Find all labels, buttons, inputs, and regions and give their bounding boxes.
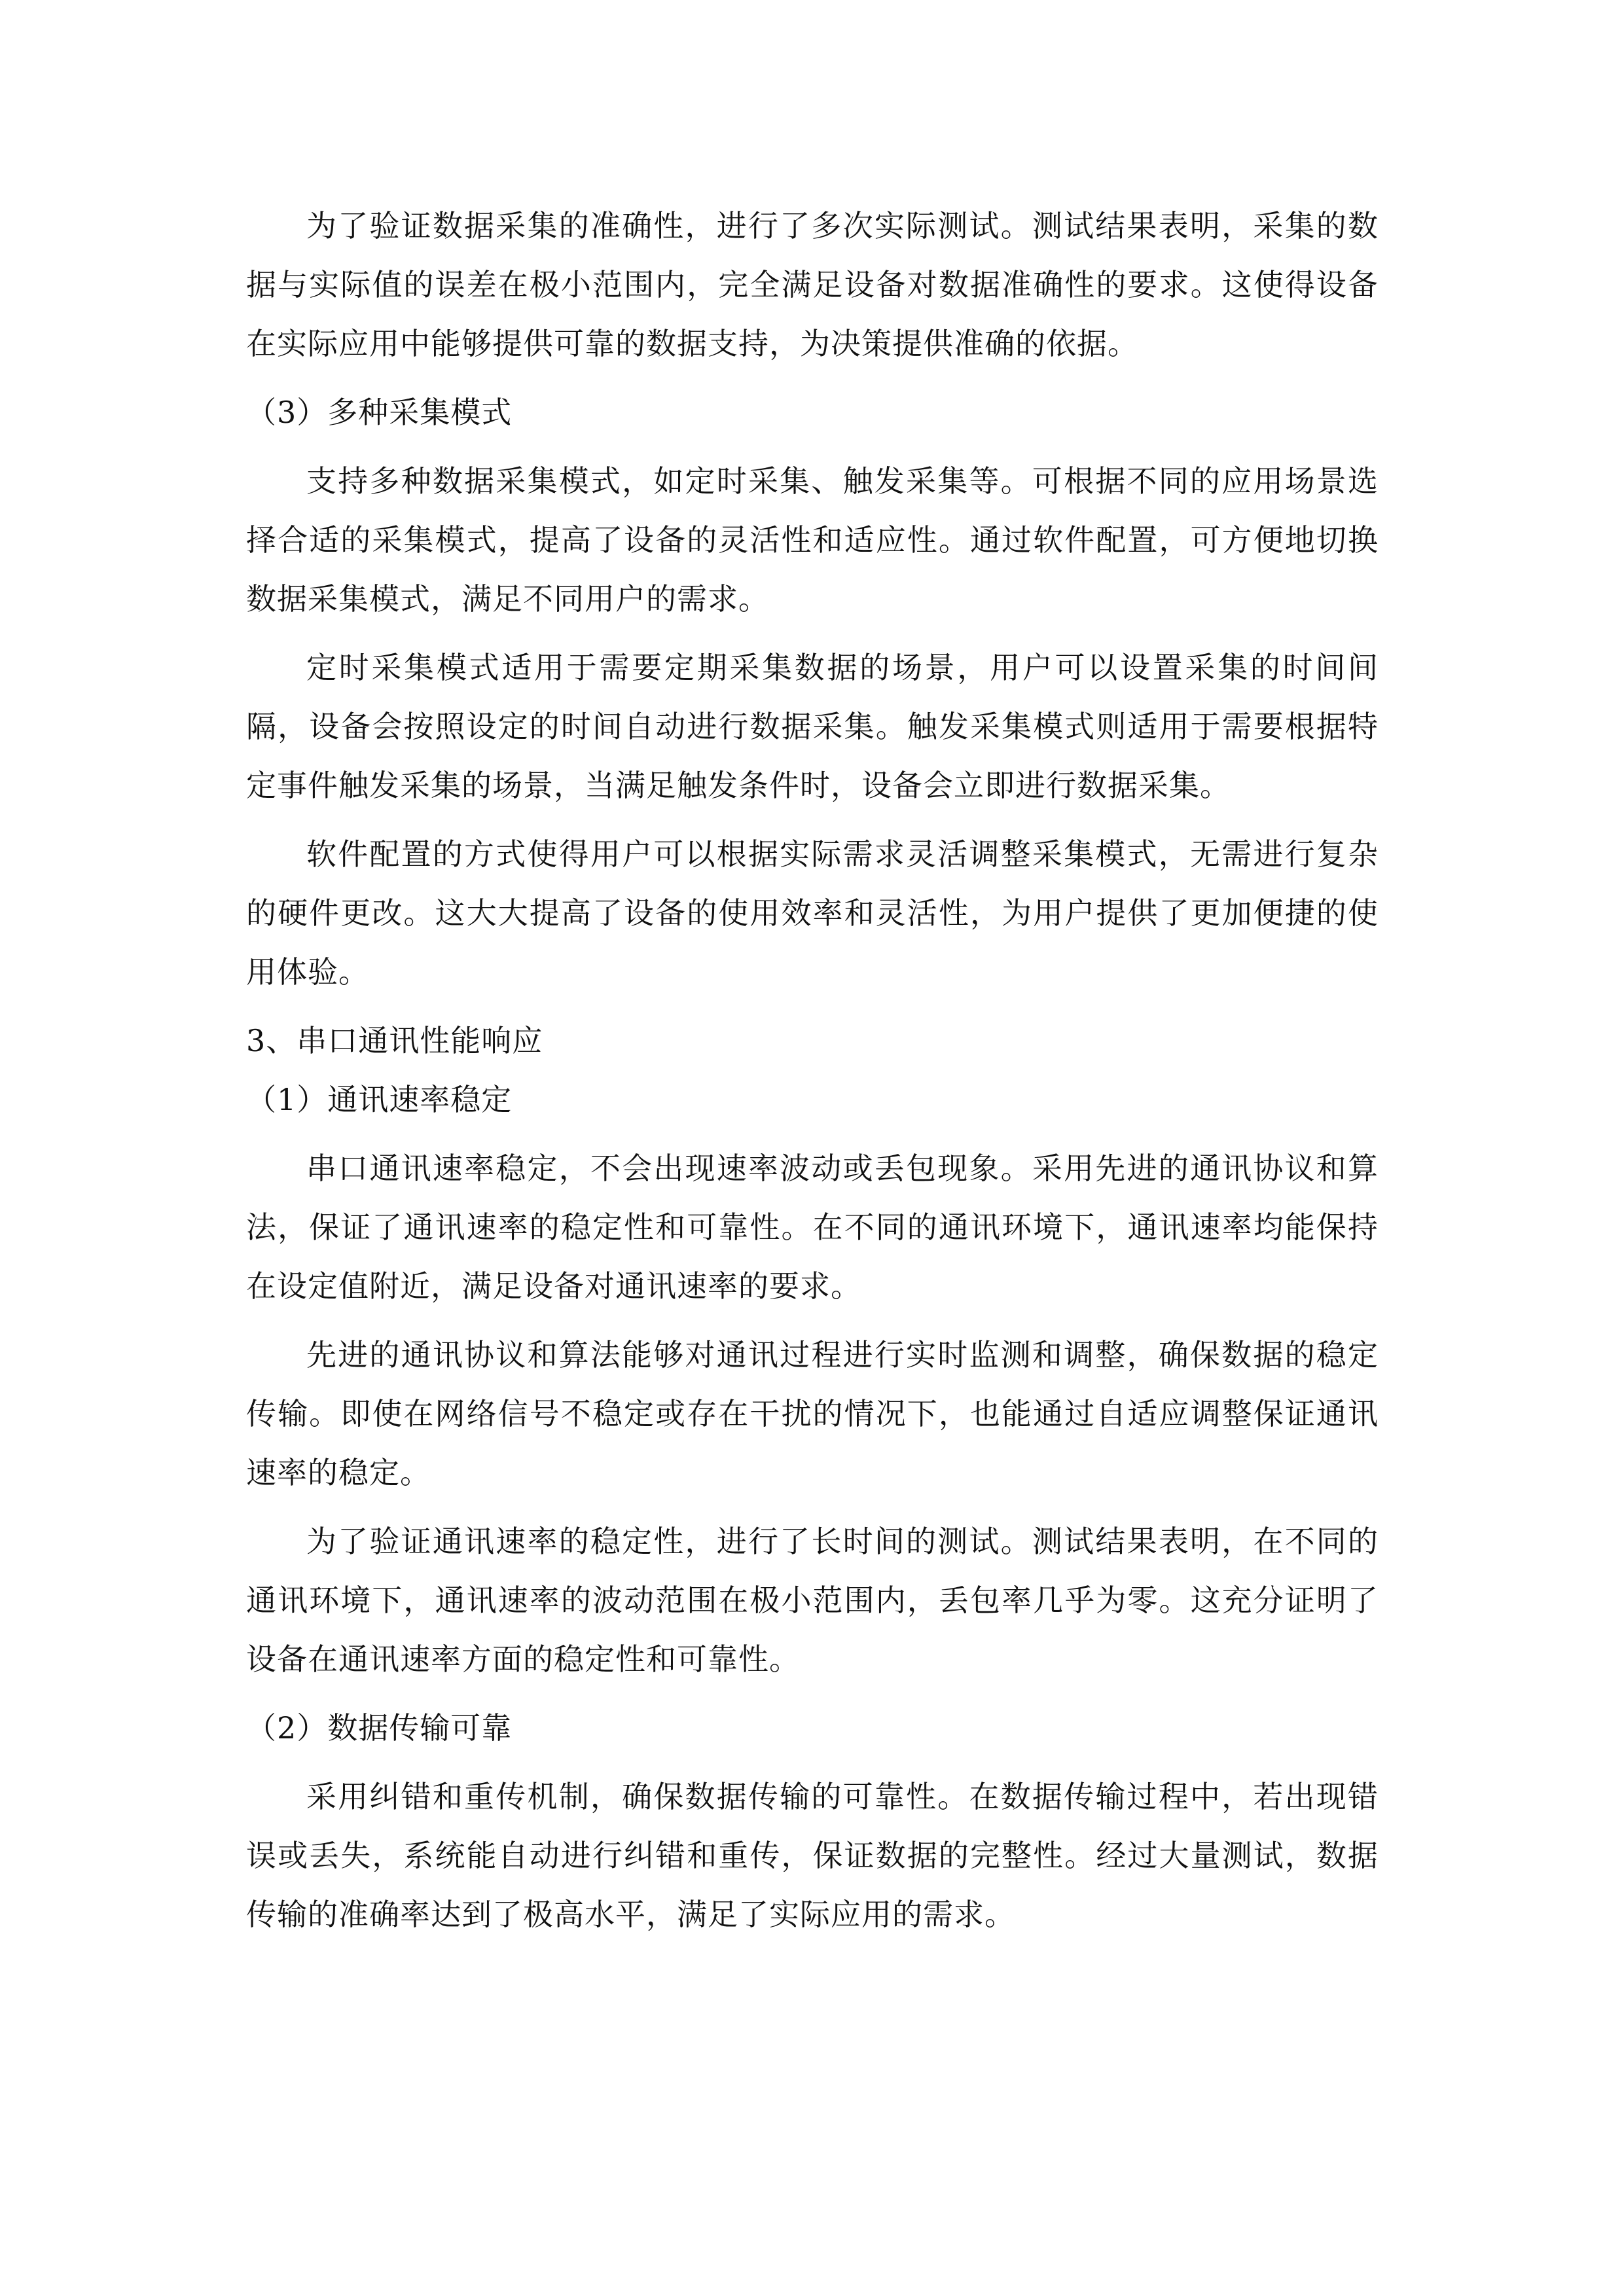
paragraph-timed-triggered: 定时采集模式适用于需要定期采集数据的场景，用户可以设置采集的时间间隔，设备会按照设定的时间自动进行数据采集。触发采集模式则适用于需要根据特定事件触发采集的场景，当满足触发条件时，设备会立即进行数据采集。	[246, 650, 1379, 803]
paragraph-modes-intro: 支持多种数据采集模式，如定时采集、触发采集等。可根据不同的应用场景选择合适的采集模式，提高了设备的灵活性和适应性。通过软件配置，可方便地切换数据采集模式，满足不同用户的需求。	[246, 463, 1379, 617]
document-body	[246, 196, 1379, 1954]
paragraph-protocol: 先进的通讯协议和算法能够对通讯过程进行实时监测和调整，确保数据的稳定传输。即使在网络信号不稳定或存在干扰的情况下，也能通过自适应调整保证通讯速率的稳定。	[246, 1337, 1379, 1490]
paragraph-accuracy-test: 为了验证数据采集的准确性，进行了多次实际测试。测试结果表明，采集的数据与实际值的误差在极小范围内，完全满足设备对数据准确性的要求。这使得设备在实际应用中能够提供可靠的数据支持，为决策提供准确的依据。	[246, 208, 1379, 361]
paragraph-rate-stable: 串口通讯速率稳定，不会出现速率波动或丢包现象。采用先进的通讯协议和算法，保证了通讯速率的稳定性和可靠性。在不同的通讯环境下，通讯速率均能保持在设定值附近，满足设备对通讯速率的要求。	[246, 1151, 1379, 1304]
paragraph-transfer-reliable: 采用纠错和重传机制，确保数据传输的可靠性。在数据传输过程中，若出现错误或丢失，系统能自动进行纠错和重传，保证数据的完整性。经过大量测试，数据传输的准确率达到了极高水平，满足了实际应用的需求。	[246, 1779, 1379, 1932]
paragraph-rate-test: 为了验证通讯速率的稳定性，进行了长时间的测试。测试结果表明，在不同的通讯环境下，通讯速率的波动范围在极小范围内，丢包率几乎为零。这充分证明了设备在通讯速率方面的稳定性和可靠性。	[246, 1524, 1379, 1677]
subheading-multiple-modes: （3）多种采集模式	[246, 395, 513, 430]
paragraph-software-config: 软件配置的方式使得用户可以根据实际需求灵活调整采集模式，无需进行复杂的硬件更改。这大大提高了设备的使用效率和灵活性，为用户提供了更加便捷的使用体验。	[246, 836, 1379, 990]
subheading-rate-stable: （1）通讯速率稳定	[246, 1082, 513, 1117]
section-heading-serial: 3、串口通讯性能响应	[246, 1023, 543, 1058]
subheading-transfer-reliable: （2）数据传输可靠	[246, 1710, 513, 1746]
